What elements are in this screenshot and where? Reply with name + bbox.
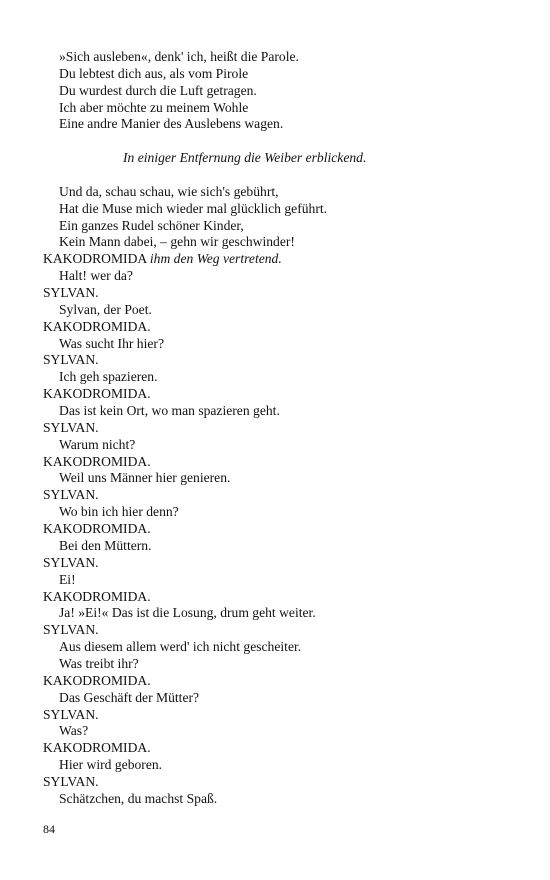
verse-line: Ein ganzes Rudel schöner Kinder, (59, 217, 244, 233)
speaker-name: SYLVAN. (43, 773, 99, 789)
dialogue-line: Ich geh spazieren. (59, 369, 158, 385)
play-text (43, 49, 513, 808)
speaker-direction: ihm den Weg vertretend. (149, 251, 282, 267)
dialogue-line: Aus diesem allem werd' ich nicht gescheiter. (59, 639, 302, 655)
speaker-name: SYLVAN. (43, 352, 99, 368)
dialogue-line: Schätzchen, du machst Spaß. (59, 790, 218, 806)
speaker-name: KAKODROMIDA (43, 251, 147, 267)
speaker-name: KAKODROMIDA. (43, 588, 151, 604)
dialogue-line: Das Geschäft der Mütter? (59, 689, 200, 705)
speaker-name: SYLVAN. (43, 622, 99, 638)
dialogue-line: Das ist kein Ort, wo man spazieren geht. (59, 403, 280, 419)
dialogue-line: Wo bin ich hier denn? (59, 504, 179, 520)
speaker-name: KAKODROMIDA. (43, 521, 151, 537)
page-number: 84 (43, 822, 55, 836)
dialogue-line: Ei! (59, 571, 76, 587)
speaker-line-kakodromida (43, 251, 513, 268)
blank-line (43, 133, 513, 150)
dialogue (43, 268, 513, 808)
verse-line: Und da, schau schau, wie sich's gebührt, (59, 183, 279, 199)
dialogue-line: Ja! »Ei!« Das ist die Losung, drum geht weiter. (59, 605, 316, 621)
speaker-name: KAKODROMIDA. (43, 672, 151, 688)
speaker-name: SYLVAN. (43, 706, 99, 722)
speaker-name: KAKODROMIDA. (43, 740, 151, 756)
stage-direction: In einiger Entfernung die Weiber erblickend. (123, 150, 367, 166)
dialogue-line: Sylvan, der Poet. (59, 301, 152, 317)
verse-line: »Sich ausleben«, denk' ich, heißt die Parole. (59, 49, 299, 64)
verse-line: Kein Mann dabei, – gehn wir geschwinder! (59, 234, 295, 250)
dialogue-line: Weil uns Männer hier genieren. (59, 470, 231, 486)
speaker-name: SYLVAN. (43, 487, 99, 503)
dialogue-line: Hier wird geboren. (59, 757, 163, 773)
verse-line: Du lebtest dich aus, als vom Pirole (59, 65, 249, 81)
verse-block-2 (43, 184, 513, 251)
dialogue-line: Was treibt ihr? (59, 655, 139, 671)
speaker-name: KAKODROMIDA. (43, 386, 151, 402)
dialogue-line: Was? (59, 723, 89, 739)
speaker-name: SYLVAN. (43, 554, 99, 570)
verse-line: Du wurdest durch die Luft getragen. (59, 82, 257, 98)
dialogue-line: Warum nicht? (59, 436, 136, 452)
speaker-name: SYLVAN. (43, 285, 99, 301)
verse-line: Ich aber möchte zu meinem Wohle (59, 99, 249, 115)
dialogue-line: Was sucht Ihr hier? (59, 335, 164, 351)
verse-line: Eine andre Manier des Auslebens wagen. (59, 116, 284, 132)
dialogue-line: Halt! wer da? (59, 268, 133, 284)
speaker-name: KAKODROMIDA. (43, 453, 151, 469)
speaker-name: KAKODROMIDA. (43, 318, 151, 334)
blank-line (43, 167, 513, 184)
dialogue-line: Bei den Müttern. (59, 537, 152, 553)
speaker-name: SYLVAN. (43, 419, 99, 435)
verse-line: Hat die Muse mich wieder mal glücklich geführt. (59, 200, 328, 216)
verse-block-1 (43, 49, 513, 133)
